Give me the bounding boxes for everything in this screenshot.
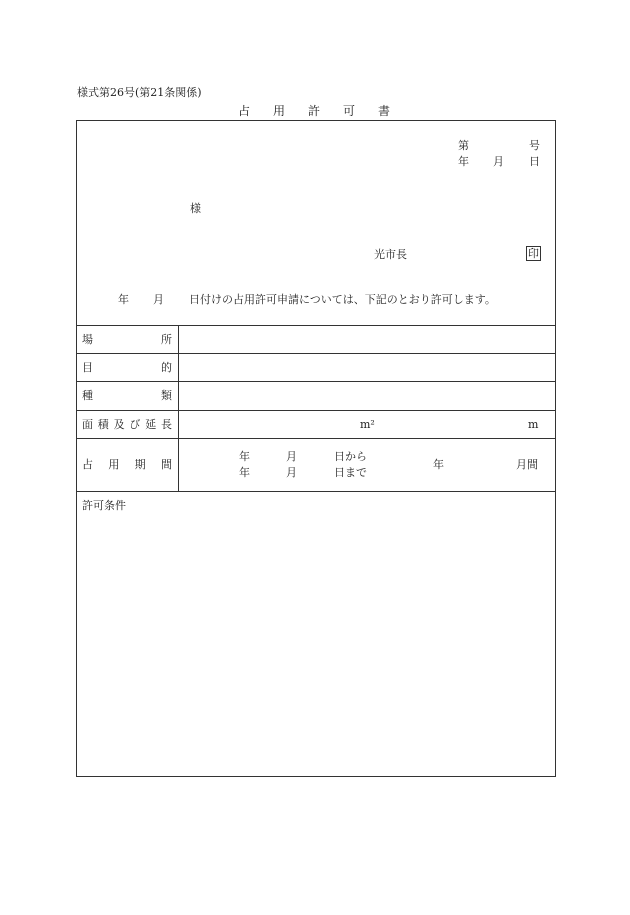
divider [76, 491, 556, 492]
form-number: 様式第26号(第21条関係) [77, 86, 202, 99]
document-title [238, 104, 390, 118]
duration-months: 月間 [516, 458, 538, 471]
period-from-year: 年 [239, 450, 250, 463]
addressee-honorific: 様 [190, 202, 201, 215]
period-to-day: 日まで [334, 466, 367, 479]
statement-text: 日付けの占用許可申請については、下記のとおり許可します。 [189, 293, 496, 306]
seal-mark: 印 [528, 247, 539, 260]
duration-year: 年 [433, 458, 444, 471]
title-char: 用 [272, 104, 285, 118]
number-suffix: 号 [529, 139, 540, 152]
divider [76, 438, 556, 439]
divider [76, 353, 556, 354]
period-to-year: 年 [239, 466, 250, 479]
divider [76, 410, 556, 411]
statement-year: 年 [118, 293, 129, 306]
divider [76, 325, 556, 326]
row-label-kind: 種 類 [82, 389, 172, 402]
row-label-area: 面 積 及 び 延 長 [82, 418, 172, 431]
statement-month: 月 [153, 293, 164, 306]
column-divider [178, 325, 179, 491]
date-month: 月 [493, 155, 504, 168]
date-day: 日 [529, 155, 540, 168]
row-label-period: 占 用 期 間 [82, 458, 172, 471]
title-char: 許 [307, 104, 320, 118]
period-from-month: 月 [286, 450, 297, 463]
title-char: 占 [238, 104, 251, 118]
period-from-day: 日から [334, 450, 367, 463]
title-char: 可 [342, 104, 355, 118]
conditions-label: 許可条件 [82, 499, 126, 512]
form-frame [76, 120, 556, 777]
divider [76, 381, 556, 382]
row-label-location: 場 所 [82, 333, 172, 346]
area-unit: m² [360, 418, 375, 431]
title-char: 書 [377, 104, 390, 118]
length-unit: m [528, 418, 539, 431]
date-year: 年 [458, 155, 469, 168]
number-prefix: 第 [458, 139, 469, 152]
period-to-month: 月 [286, 466, 297, 479]
issuer-name: 光市長 [374, 248, 407, 261]
row-label-purpose: 目 的 [82, 361, 172, 374]
